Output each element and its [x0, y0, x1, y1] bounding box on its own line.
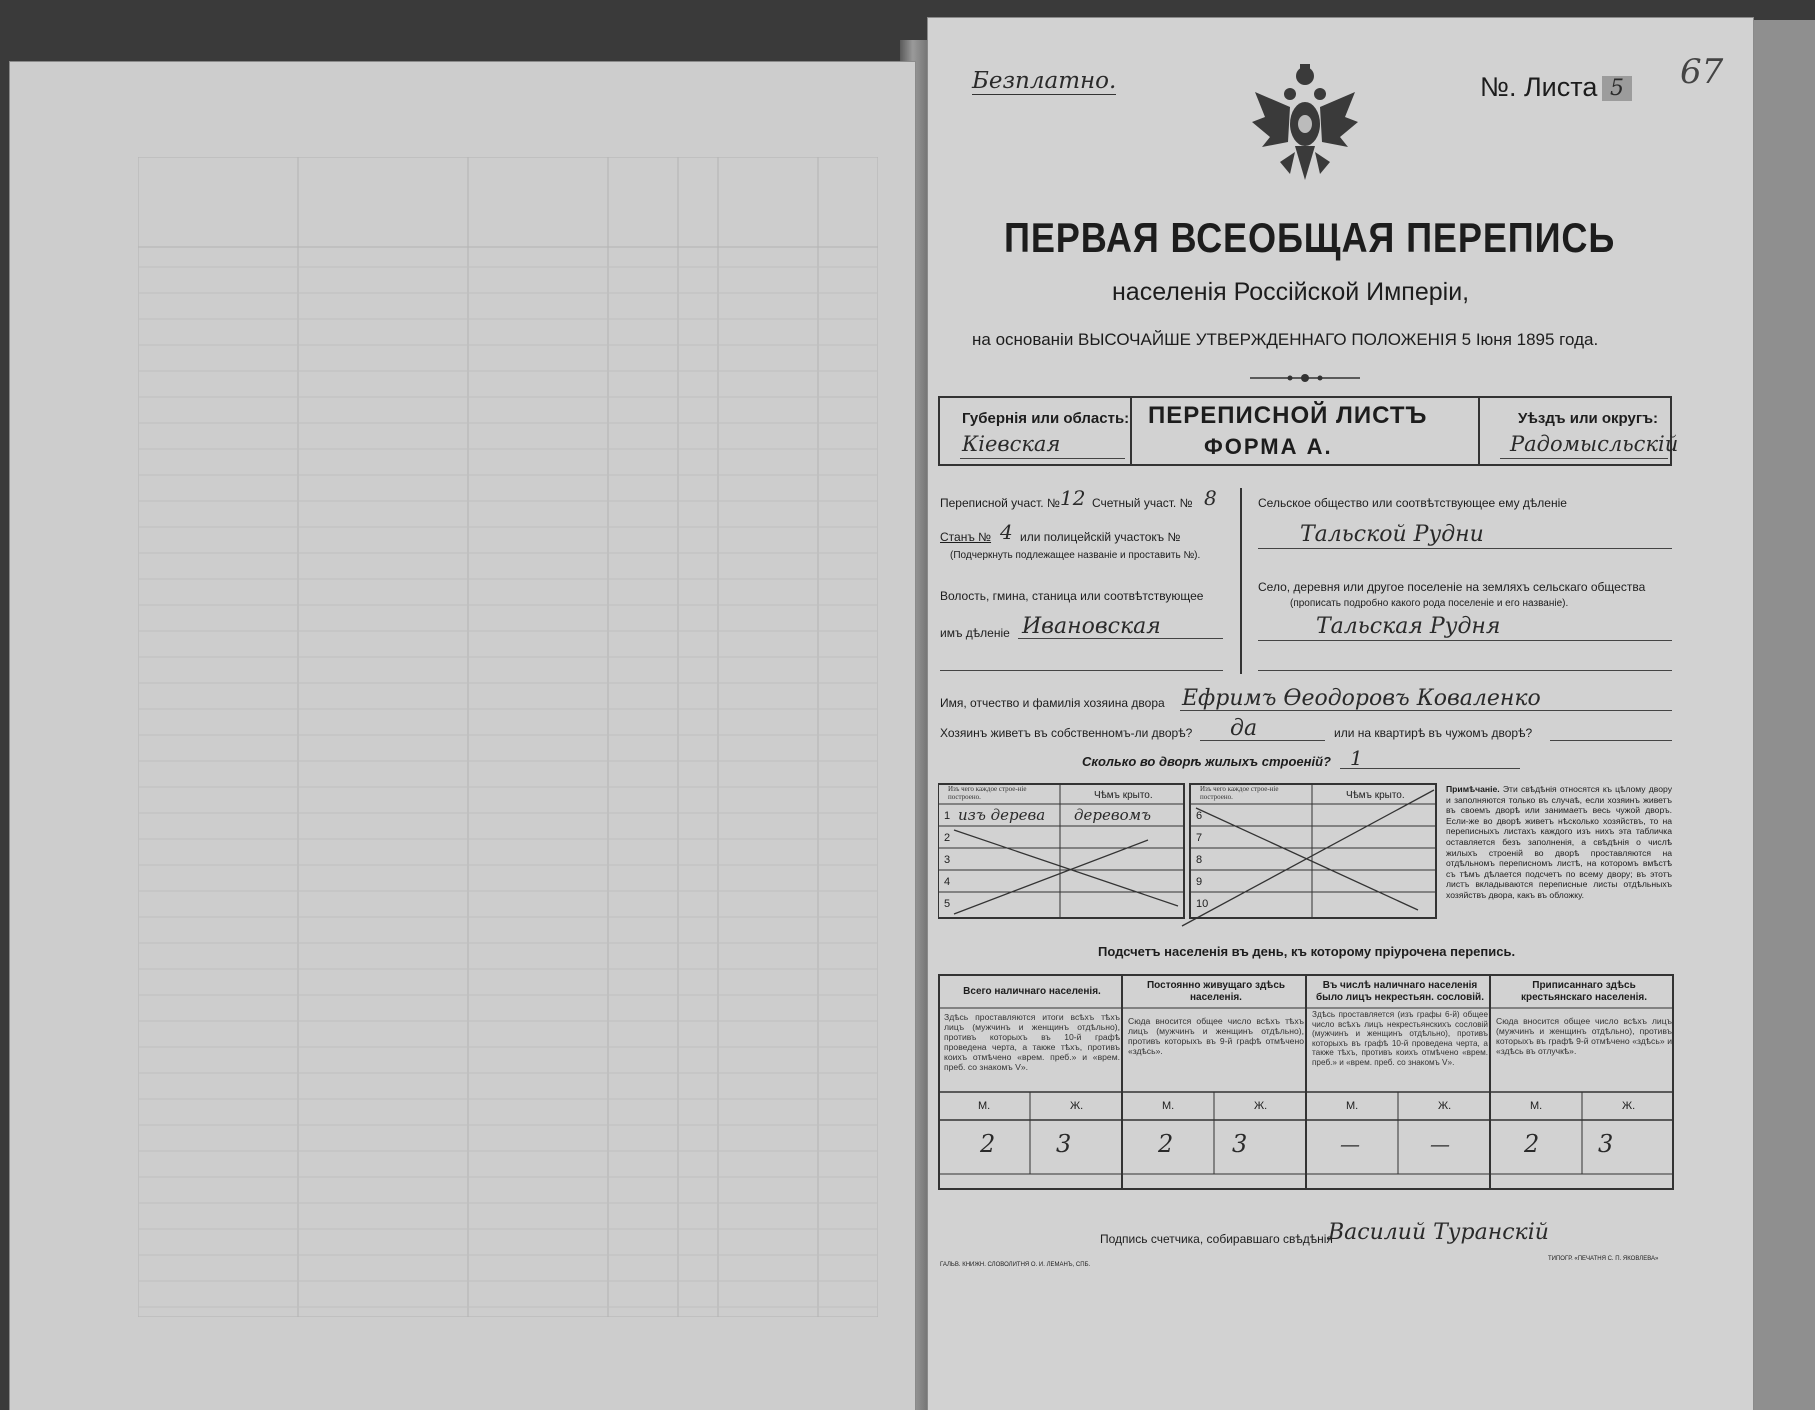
volost-label-line2: имъ дѣленіе [940, 626, 1010, 640]
count-total-men: 2 [980, 1130, 996, 1158]
gubernia-label: Губернія или область: [962, 410, 1130, 427]
sheet-number-value: 5 [1602, 76, 1632, 101]
household-owner-value: Ефримъ Ѳеодоровъ Коваленко [1182, 686, 1541, 711]
note-text: Эти свѣдѣнія относятся къ цѣлому двору и заполняются только въ случаѣ, если хозяинъ живетъ въ своемъ дворѣ или занимаетъ весь чужой дворъ. Если-же во дворѣ живетъ нѣсколько хозяйствъ, то на переписныхъ листахъ каждого изъ нихъ эта табличка оставляется безъ заполненія, а свѣдѣнія о числѣ жилыхъ строеній во дворѣ проставляются на отдѣльномъ переписномъ листѣ, на которомъ вмѣстѣ съ тѣмъ дѣлается подсчетъ по всему двору; въ этотъ листъ вкладываются переписные листы отдѣльныхъ хозяйствъ двора, какъ въ обложку. [1446, 784, 1672, 900]
uezd-label: Уѣздъ или округъ: [1518, 410, 1659, 427]
ornamental-divider [1250, 372, 1360, 384]
rural-society-label: Сельское общество или соотвѣтствующее ему дѣленіе [1258, 496, 1567, 510]
count-col-1-desc: Здѣсь проставляются итоги всѣхъ тѣхъ лицъ (мужчинъ и женщинъ отдѣльно), противъ которыхъ въ 10-й графѣ проведена черта, а также тѣхъ, противъ коихъ отмѣчено «врем. преб.» и «врем. преб. со знакомъ V». [944, 1012, 1120, 1072]
count-col-1-m-label: М. [978, 1100, 991, 1112]
roof-header: Чѣмъ крыто. [1094, 790, 1153, 801]
imprint-left: ГАЛЬВ. КНИЖН. СЛОВОЛИТНЯ О. И. ЛЕМАНЪ, СПБ. [940, 1262, 1091, 1268]
household-owner-label: Имя, отчество и фамилія хозяина двора [940, 696, 1165, 710]
count-col-3-desc: Здѣсь проставляется (изъ графы 6-й) общее число всѣхъ лицъ некрестьянскихъ сословій (мужчинъ и женщинъ отдѣльно), противъ которыхъ въ графѣ 10-й проведена черта, а также тѣхъ, противъ коихъ отмѣчено «врем. преб.» и «врем. преб. со знакомъ V». [1312, 1010, 1488, 1067]
population-count-table [938, 974, 1674, 1194]
count-col-2-m-label: М. [1162, 1100, 1175, 1112]
building-row-6-number: 6 [1196, 810, 1203, 822]
imperial-eagle-emblem [1250, 62, 1360, 192]
volost-label: Волость, гмина, станица или соотвѣтствующее [940, 589, 1204, 603]
or-apartment-label: или на квартирѣ въ чужомъ дворѣ? [1334, 726, 1533, 740]
count-nonpeasant-men: — [1340, 1132, 1360, 1156]
count-permanent-women: 3 [1232, 1130, 1248, 1158]
left-page-faint-grid [138, 157, 878, 1317]
building-material-header-right: Изъ чего каждое строе-ніе построено. [1200, 785, 1279, 801]
village-label: Село, деревня или другое поселеніе на земляхъ сельскаго общества [1258, 580, 1646, 594]
count-col-3-m-label: М. [1346, 1100, 1359, 1112]
building-row-4-number: 4 [944, 876, 951, 888]
building-row-10-number: 10 [1196, 898, 1209, 910]
count-col-4-f-label: Ж. [1622, 1100, 1636, 1112]
buildings-count-label: Сколько во дворѣ жилыхъ строеній? [1082, 754, 1331, 769]
stan-value: 4 [1000, 520, 1013, 544]
buildings-table [938, 782, 1438, 928]
count-col-1-f-label: Ж. [1070, 1100, 1084, 1112]
building-row-1-number: 1 [944, 810, 951, 822]
volost-value: Ивановская [1022, 614, 1161, 639]
police-district-label: или полицейскій участокъ № [1020, 530, 1181, 544]
owner-lives-label: Хозяинъ живетъ въ собственномъ-ли дворѣ? [940, 726, 1193, 740]
sheet-number-label: №. Листа [1480, 72, 1598, 102]
count-col-2-head: Постоянно живущаго здѣсь населенія. [1146, 980, 1286, 1003]
census-district-label: Переписной участ. № [940, 496, 1060, 510]
building-row-2-number: 2 [944, 832, 951, 844]
buildings-note [1446, 784, 1672, 901]
census-main-title: ПЕРВАЯ ВСЕОБЩАЯ ПЕРЕПИСЬ [1004, 214, 1616, 261]
population-count-title: Подсчетъ населенія въ день, къ которому пріурочена перепись. [1098, 944, 1516, 959]
roof-header-right: Чѣмъ крыто. [1346, 790, 1405, 801]
building-row-9-number: 9 [1196, 876, 1203, 888]
imprint-right: ТИПОГР. «ПЕЧАТНЯ С. П. ЯКОВЛЕВА» [1548, 1256, 1659, 1262]
page-stack-edge [1745, 20, 1815, 1410]
count-registered-women: 3 [1598, 1130, 1614, 1158]
enumerator-signature-label: Подпись счетчика, собиравшаго свѣдѣнія [1100, 1232, 1333, 1246]
count-col-4-head: Приписаннаго здѣсь крестьянскаго населенія. [1520, 980, 1647, 1003]
village-value: Тальская Рудня [1316, 614, 1501, 639]
census-legal-basis: на основаніи ВЫСОЧАЙШЕ УТВЕРЖДЕННАГО ПОЛОЖЕНІЯ 5 Іюня 1895 года. [972, 330, 1599, 349]
building-row-3-number: 3 [944, 854, 951, 866]
count-permanent-men: 2 [1158, 1130, 1174, 1158]
free-label: Безплатно. [972, 68, 1117, 94]
note-title: Примѣчаніе. [1446, 784, 1500, 794]
building-material-header: Изъ чего каждое строе-ніе построено. [948, 785, 1027, 801]
count-nonpeasant-women: — [1430, 1132, 1450, 1156]
building-row-7-number: 7 [1196, 832, 1203, 844]
count-col-2-f-label: Ж. [1254, 1100, 1268, 1112]
buildings-count-value: 1 [1350, 746, 1363, 770]
rural-society-value: Тальской Рудни [1300, 522, 1484, 547]
building-row-8-number: 8 [1196, 854, 1203, 866]
enumerator-signature: Василий Туранскій [1328, 1220, 1549, 1245]
count-col-3-head: Въ числѣ наличнаго населенія было лицъ некрестьян. сословій. [1315, 980, 1484, 1003]
archive-page-number: 67 [1680, 52, 1724, 92]
count-col-3-f-label: Ж. [1438, 1100, 1452, 1112]
left-page [10, 62, 915, 1410]
owner-lives-value: да [1230, 716, 1258, 741]
building-row-5-number: 5 [944, 898, 951, 910]
counting-district-label: Счетный участ. № [1092, 496, 1193, 510]
count-col-4-m-label: М. [1530, 1100, 1543, 1112]
form-name: ФОРМА А. [1204, 434, 1333, 459]
village-note: (прописать подробно какого рода поселеніе и его названіе). [1290, 598, 1569, 609]
count-col-1-head: Всего наличнаго населенія. [963, 986, 1101, 997]
census-district-value: 12 [1060, 486, 1086, 510]
count-col-2-desc: Сюда вносится общее число всѣхъ тѣхъ лицъ (мужчинъ и женщинъ отдѣльно), противъ которыхъ въ 9-й графѣ отмѣчено «здѣсь». [1128, 1016, 1304, 1056]
count-col-4-desc: Сюда вносится общее число всѣхъ лицъ (мужчинъ и женщинъ отдѣльно), противъ которыхъ въ графѣ 9-й отмѣчено «здѣсь» и «здѣсь въ отлучкѣ». [1496, 1016, 1672, 1056]
census-sheet-title: ПЕРЕПИСНОЙ ЛИСТЪ [1148, 402, 1428, 429]
stan-label: Станъ № [940, 530, 992, 544]
building-1-material: изъ дерева [958, 806, 1046, 824]
counting-district-value: 8 [1204, 486, 1217, 510]
census-subtitle: населенія Россійской Имперіи, [1112, 278, 1470, 306]
uezd-value: Радомысльскій [1510, 432, 1679, 456]
building-1-roof: деревомъ [1074, 806, 1152, 824]
gubernia-value: Кіевская [962, 432, 1061, 456]
underline-note: (Подчеркнуть подлежащее названіе и проставить №). [950, 550, 1201, 561]
count-total-women: 3 [1056, 1130, 1072, 1158]
count-registered-men: 2 [1524, 1130, 1540, 1158]
